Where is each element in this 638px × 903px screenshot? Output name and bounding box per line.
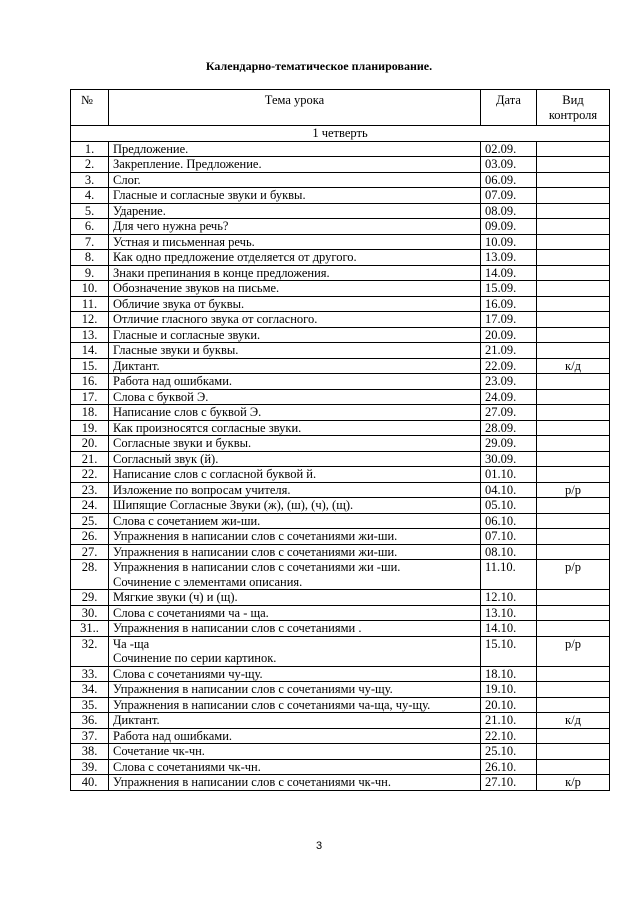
row-topic-text: Ча -ща (113, 636, 150, 651)
row-topic (109, 172, 481, 188)
row-topic-text: Закрепление. Предложение. (113, 157, 262, 171)
row-topic-text: Согласный звук (й). (113, 451, 219, 466)
row-topic (109, 296, 481, 312)
table-row (71, 234, 610, 250)
table-row (71, 744, 610, 760)
row-date: 20.10. (481, 697, 537, 713)
row-control (537, 141, 610, 157)
row-topic-text-2: Сочинение по серии картинок. (113, 651, 277, 665)
row-topic (109, 759, 481, 775)
row-topic-text: Слова с сочетанием жи-ши. (113, 513, 261, 528)
row-number: 9. (71, 265, 109, 281)
row-control (537, 621, 610, 637)
table-row (71, 636, 610, 666)
row-topic (109, 451, 481, 467)
table-row (71, 759, 610, 775)
row-control (537, 666, 610, 682)
table-row (71, 605, 610, 621)
row-number: 32. (71, 636, 109, 666)
row-number: 15. (71, 358, 109, 374)
row-number: 5. (71, 203, 109, 219)
row-control (537, 436, 610, 452)
row-topic-text: Упражнения в написании слов с сочетаниями ча-ща, чу-щу. (113, 697, 431, 712)
header-date: Дата (481, 90, 537, 126)
quarter-row (71, 126, 610, 142)
row-topic-text: Обозначение звуков на письме. (113, 281, 280, 295)
row-date: 30.09. (481, 451, 537, 467)
row-number: 18. (71, 405, 109, 421)
table-row (71, 436, 610, 452)
row-topic (109, 560, 481, 590)
row-control (537, 697, 610, 713)
row-topic (109, 513, 481, 529)
table-row (71, 666, 610, 682)
row-topic (109, 420, 481, 436)
row-topic-text: Предложение. (113, 141, 189, 156)
row-control (537, 590, 610, 606)
row-control (537, 327, 610, 343)
table-row (71, 172, 610, 188)
row-control (537, 219, 610, 235)
table-row (71, 157, 610, 173)
row-topic-text: Обличие звука от буквы. (113, 296, 245, 311)
row-date: 22.09. (481, 358, 537, 374)
row-topic (109, 590, 481, 606)
row-number: 30. (71, 605, 109, 621)
row-topic-text: Слог. (113, 172, 141, 187)
row-topic (109, 636, 481, 666)
row-topic-text: Слова с сочетаниями ча - ща. (113, 605, 269, 620)
row-control (537, 312, 610, 328)
row-control: к/д (537, 713, 610, 729)
table-row (71, 513, 610, 529)
row-topic (109, 544, 481, 560)
row-date: 12.10. (481, 590, 537, 606)
row-control (537, 234, 610, 250)
row-control (537, 389, 610, 405)
row-control: р/р (537, 560, 610, 590)
row-date: 05.10. (481, 498, 537, 514)
row-topic (109, 203, 481, 219)
row-topic-text: Изложение по вопросам учителя. (113, 482, 291, 497)
row-number: 8. (71, 250, 109, 266)
row-number: 20. (71, 436, 109, 452)
row-date: 26.10. (481, 759, 537, 775)
row-date: 19.10. (481, 682, 537, 698)
row-date: 21.09. (481, 343, 537, 359)
row-topic (109, 219, 481, 235)
row-topic-text: Устная и письменная речь. (113, 234, 255, 249)
row-date: 09.09. (481, 219, 537, 235)
row-topic-text: Для чего нужна речь? (113, 219, 229, 233)
row-date: 08.09. (481, 203, 537, 219)
row-number: 12. (71, 312, 109, 328)
row-date: 08.10. (481, 544, 537, 560)
row-topic (109, 529, 481, 545)
table-row (71, 281, 610, 297)
row-date: 07.10. (481, 529, 537, 545)
row-topic-text: Написание слов с буквой Э. (113, 405, 262, 419)
table-row (71, 219, 610, 235)
row-topic-text: Упражнения в написании слов с сочетаниями жи -ши. (113, 560, 401, 574)
table-row (71, 374, 610, 390)
row-topic (109, 775, 481, 791)
table-row (71, 621, 610, 637)
row-number: 33. (71, 666, 109, 682)
row-control (537, 513, 610, 529)
table-row (71, 358, 610, 374)
row-date: 03.09. (481, 157, 537, 173)
row-number: 10. (71, 281, 109, 297)
row-topic-text: Как произносятся согласные звуки. (113, 420, 302, 435)
row-number: 29. (71, 590, 109, 606)
row-date: 25.10. (481, 744, 537, 760)
row-date: 27.09. (481, 405, 537, 421)
row-topic (109, 682, 481, 698)
row-topic-text: Упражнения в написании слов с сочетаниями чу-щу. (113, 682, 393, 696)
row-topic-text: Согласные звуки и буквы. (113, 436, 252, 450)
row-date: 27.10. (481, 775, 537, 791)
table-row (71, 775, 610, 791)
table-row (71, 498, 610, 514)
row-number: 24. (71, 498, 109, 514)
row-topic-text: Упражнения в написании слов с сочетаниями чк-чн. (113, 775, 391, 789)
row-control (537, 420, 610, 436)
document-title: Календарно-тематическое планирование. (205, 59, 433, 73)
row-date: 13.09. (481, 250, 537, 266)
row-topic-text-2: Сочинение с элементами описания. (113, 574, 303, 589)
row-topic (109, 621, 481, 637)
table-row (71, 203, 610, 219)
row-date: 15.10. (481, 636, 537, 666)
row-number: 19. (71, 420, 109, 436)
row-topic (109, 265, 481, 281)
row-topic-text: Гласные и согласные звуки. (113, 327, 261, 342)
header-number: № (71, 90, 109, 126)
row-topic (109, 436, 481, 452)
row-number: 13. (71, 327, 109, 343)
row-date: 11.10. (481, 560, 537, 590)
table-row (71, 141, 610, 157)
row-control (537, 605, 610, 621)
table-row (71, 265, 610, 281)
row-topic-text: Шипящие Согласные Звуки (ж), (ш), (ч), (щ). (113, 498, 354, 512)
row-control (537, 157, 610, 173)
row-topic (109, 343, 481, 359)
table-header-row (71, 90, 610, 126)
row-number: 7. (71, 234, 109, 250)
quarter-label: 1 четверть (71, 126, 610, 142)
table-row (71, 343, 610, 359)
row-date: 14.09. (481, 265, 537, 281)
row-topic (109, 389, 481, 405)
row-topic-text: Работа над ошибками. (113, 728, 233, 743)
table-row (71, 713, 610, 729)
row-topic (109, 728, 481, 744)
row-topic (109, 482, 481, 498)
row-date: 14.10. (481, 621, 537, 637)
row-control (537, 296, 610, 312)
table-row (71, 327, 610, 343)
row-date: 06.09. (481, 172, 537, 188)
row-number: 31.. (71, 621, 109, 637)
row-number: 26. (71, 529, 109, 545)
row-number: 40. (71, 775, 109, 791)
row-number: 17. (71, 389, 109, 405)
page-number: 3 (315, 840, 323, 852)
row-topic (109, 498, 481, 514)
row-control (537, 265, 610, 281)
row-number: 27. (71, 544, 109, 560)
row-topic (109, 250, 481, 266)
row-date: 21.10. (481, 713, 537, 729)
row-number: 28. (71, 560, 109, 590)
row-date: 18.10. (481, 666, 537, 682)
row-topic (109, 141, 481, 157)
row-control: к/д (537, 358, 610, 374)
row-topic (109, 358, 481, 374)
row-topic-text: Слова с сочетаниями чу-щу. (113, 666, 263, 681)
table-row (71, 312, 610, 328)
row-topic (109, 605, 481, 621)
table-row (71, 389, 610, 405)
row-number: 36. (71, 713, 109, 729)
row-number: 16. (71, 374, 109, 390)
row-number: 35. (71, 697, 109, 713)
row-topic-text: Слова с сочетаниями чк-чн. (113, 759, 261, 774)
row-topic-text: Слова с буквой Э. (113, 389, 209, 404)
row-topic-text: Работа над ошибками. (113, 374, 233, 388)
row-control (537, 374, 610, 390)
row-date: 20.09. (481, 327, 537, 343)
row-date: 23.09. (481, 374, 537, 390)
row-topic-text: Диктант. (113, 358, 160, 373)
row-topic (109, 327, 481, 343)
row-topic (109, 188, 481, 204)
row-control: р/р (537, 636, 610, 666)
row-topic-text: Гласные звуки и буквы. (113, 343, 239, 357)
row-topic (109, 234, 481, 250)
row-topic (109, 467, 481, 483)
row-control (537, 188, 610, 204)
row-date: 10.09. (481, 234, 537, 250)
row-number: 39. (71, 759, 109, 775)
row-control (537, 451, 610, 467)
header-control-line2: контроля (548, 107, 598, 122)
table-row (71, 405, 610, 421)
row-date: 17.09. (481, 312, 537, 328)
row-date: 22.10. (481, 728, 537, 744)
row-control: к/р (537, 775, 610, 791)
table-row (71, 728, 610, 744)
table-row (71, 482, 610, 498)
row-number: 4. (71, 188, 109, 204)
row-date: 28.09. (481, 420, 537, 436)
row-topic-text: Упражнения в написании слов с сочетаниями жи-ши. (113, 544, 398, 559)
table-row (71, 682, 610, 698)
row-control (537, 250, 610, 266)
row-topic-text: Знаки препинания в конце предложения. (113, 265, 330, 280)
row-topic-text: Отличие гласного звука от согласного. (113, 312, 318, 326)
row-topic (109, 405, 481, 421)
table-row (71, 296, 610, 312)
row-control (537, 529, 610, 545)
row-topic-text: Мягкие звуки (ч) и (щ). (113, 590, 238, 604)
row-control (537, 728, 610, 744)
row-control (537, 467, 610, 483)
row-number: 22. (71, 467, 109, 483)
row-number: 11. (71, 296, 109, 312)
row-topic-text: Ударение. (113, 203, 166, 218)
row-date: 07.09. (481, 188, 537, 204)
row-number: 34. (71, 682, 109, 698)
row-control (537, 203, 610, 219)
row-control (537, 544, 610, 560)
row-number: 6. (71, 219, 109, 235)
row-control (537, 172, 610, 188)
row-topic (109, 157, 481, 173)
table-row (71, 590, 610, 606)
table-row (71, 420, 610, 436)
table-row (71, 188, 610, 204)
row-topic (109, 374, 481, 390)
row-date: 06.10. (481, 513, 537, 529)
row-topic-text: Упражнения в написании слов с сочетаниями . (113, 621, 362, 635)
row-control (537, 498, 610, 514)
row-number: 1. (71, 141, 109, 157)
planning-table (70, 89, 610, 791)
row-control (537, 281, 610, 297)
row-number: 37. (71, 728, 109, 744)
row-number: 14. (71, 343, 109, 359)
row-date: 01.10. (481, 467, 537, 483)
row-topic-text: Упражнения в написании слов с сочетаниями жи-ши. (113, 529, 398, 543)
row-date: 02.09. (481, 141, 537, 157)
row-control (537, 759, 610, 775)
row-number: 2. (71, 157, 109, 173)
row-date: 13.10. (481, 605, 537, 621)
row-topic (109, 312, 481, 328)
row-topic-text: Гласные и согласные звуки и буквы. (113, 188, 306, 202)
row-topic (109, 697, 481, 713)
header-control (537, 90, 610, 126)
row-topic (109, 281, 481, 297)
row-topic (109, 713, 481, 729)
row-topic-text: Диктант. (113, 713, 160, 727)
row-topic-text: Написание слов с согласной буквой й. (113, 467, 317, 481)
table-row (71, 467, 610, 483)
header-topic: Тема урока (109, 90, 481, 126)
row-number: 23. (71, 482, 109, 498)
table-row (71, 544, 610, 560)
row-number: 3. (71, 172, 109, 188)
row-topic-text: Сочетание чк-чн. (113, 744, 205, 758)
table-row (71, 250, 610, 266)
row-date: 04.10. (481, 482, 537, 498)
row-date: 24.09. (481, 389, 537, 405)
table-row (71, 697, 610, 713)
row-control (537, 744, 610, 760)
row-control: р/р (537, 482, 610, 498)
row-date: 15.09. (481, 281, 537, 297)
row-topic (109, 666, 481, 682)
table-row (71, 451, 610, 467)
header-control-line1: Вид (562, 93, 584, 107)
row-date: 29.09. (481, 436, 537, 452)
row-topic-text: Как одно предложение отделяется от другого. (113, 250, 357, 264)
table-row (71, 560, 610, 590)
row-number: 25. (71, 513, 109, 529)
table-row (71, 529, 610, 545)
row-number: 38. (71, 744, 109, 760)
row-topic (109, 744, 481, 760)
row-control (537, 682, 610, 698)
row-date: 16.09. (481, 296, 537, 312)
row-number: 21. (71, 451, 109, 467)
row-control (537, 405, 610, 421)
row-control (537, 343, 610, 359)
